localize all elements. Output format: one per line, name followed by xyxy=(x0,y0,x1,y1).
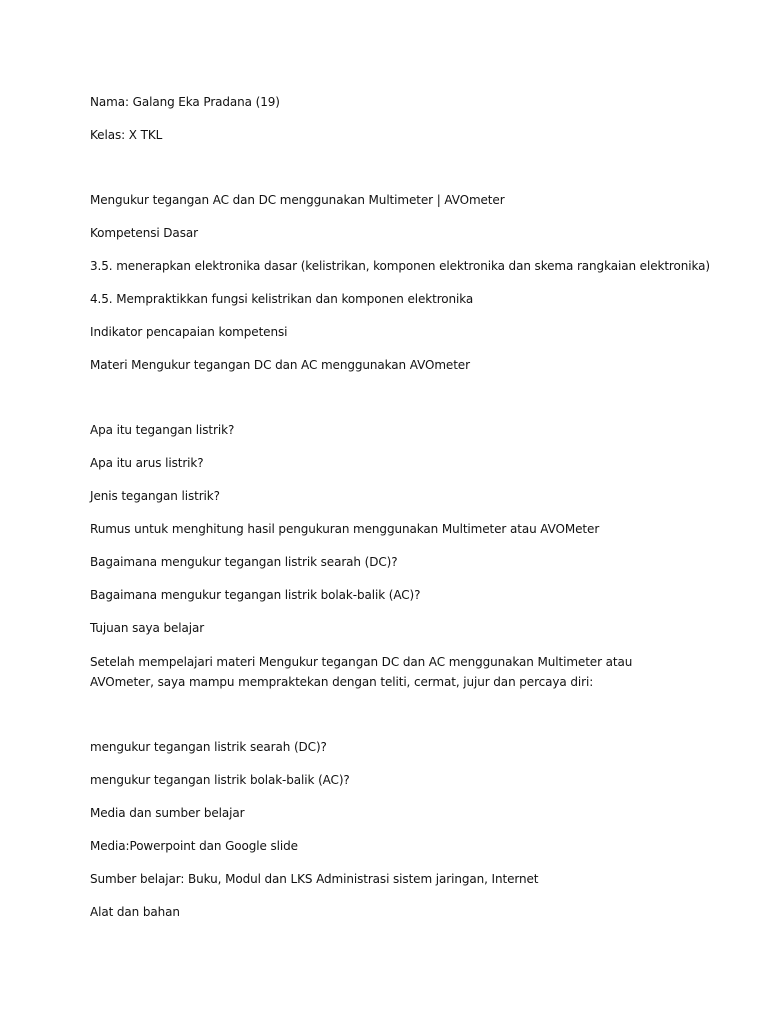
question-dc: Bagaimana mengukur tegangan listrik searah (DC)? xyxy=(90,555,398,569)
question-types: Jenis tegangan listrik? xyxy=(90,489,220,503)
goal-dc: mengukur tegangan listrik searah (DC)? xyxy=(90,740,327,754)
media-heading: Media dan sumber belajar xyxy=(90,806,245,820)
question-current: Apa itu arus listrik? xyxy=(90,456,204,470)
goal-text: Setelah mempelajari materi Mengukur tegangan DC dan AC menggunakan Multimeter atau AVOmeter, saya mampu mempraktekan dengan teliti, cermat, jujur dan percaya diri: xyxy=(90,655,633,689)
kd-heading: Kompetensi Dasar xyxy=(90,226,198,240)
student-name: Nama: Galang Eka Pradana (19) xyxy=(90,95,280,109)
document-title: Mengukur tegangan AC dan DC menggunakan Multimeter | AVOmeter xyxy=(90,193,505,207)
kd-4-5: 4.5. Mempraktikkan fungsi kelistrikan dan komponen elektronika xyxy=(90,292,474,306)
question-voltage: Apa itu tegangan listrik? xyxy=(90,423,235,437)
media-line: Media:Powerpoint dan Google slide xyxy=(90,839,298,853)
tools-heading: Alat dan bahan xyxy=(90,905,180,919)
question-formula: Rumus untuk menghitung hasil pengukuran menggunakan Multimeter atau AVOMeter xyxy=(90,522,600,536)
question-ac: Bagaimana mengukur tegangan listrik bolak-balik (AC)? xyxy=(90,588,421,602)
materi-line: Materi Mengukur tegangan DC dan AC menggunakan AVOmeter xyxy=(90,358,470,372)
sources-line: Sumber belajar: Buku, Modul dan LKS Administrasi sistem jaringan, Internet xyxy=(90,872,539,886)
kd-3-5: 3.5. menerapkan elektronika dasar (kelistrikan, komponen elektronika dan skema rangkaian elektronika) xyxy=(90,259,710,273)
indicator-heading: Indikator pencapaian kompetensi xyxy=(90,325,288,339)
student-class: Kelas: X TKL xyxy=(90,128,163,142)
goal-heading: Tujuan saya belajar xyxy=(90,621,205,635)
goal-ac: mengukur tegangan listrik bolak-balik (AC)? xyxy=(90,773,350,787)
